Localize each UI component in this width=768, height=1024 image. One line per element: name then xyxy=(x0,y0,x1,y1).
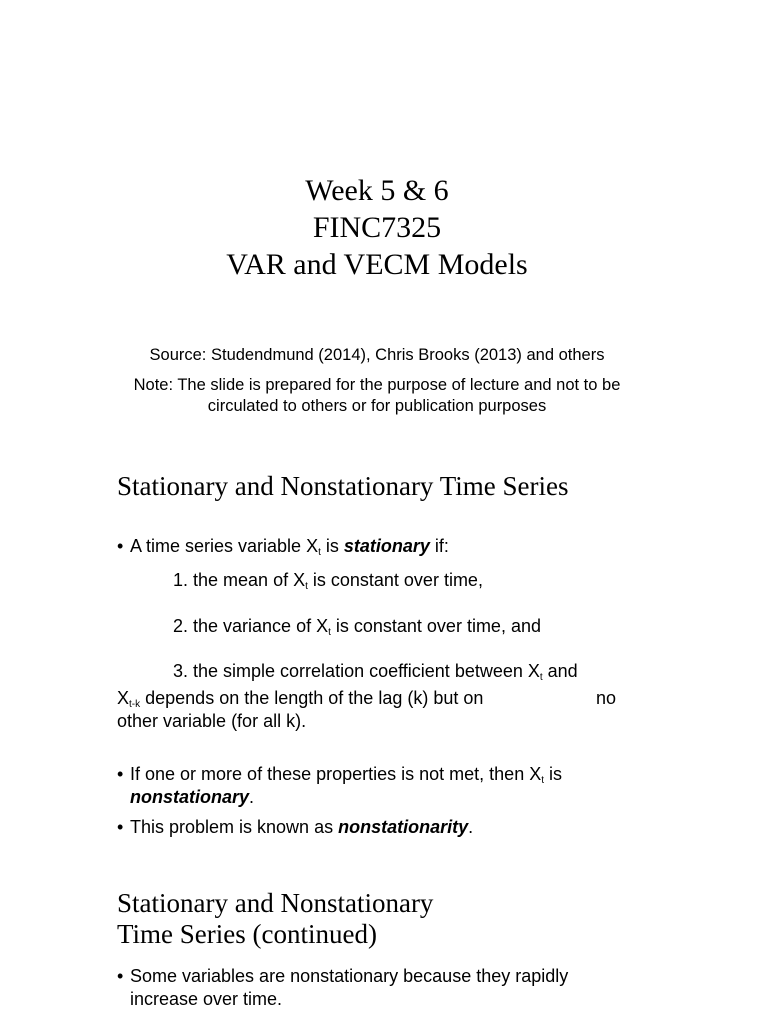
slide1-bullet-3: • This problem is known as nonstationarity. xyxy=(117,817,474,837)
condition-1: 1. the mean of $X_t$ is constant over time, xyxy=(173,570,483,592)
term-stationary: stationary xyxy=(343,536,430,556)
slide2-bullet-1: • Some variables are nonstationary because they rapidly xyxy=(117,966,569,986)
condition-3-line-3: other variable (for all k). xyxy=(117,711,307,731)
term-nonstationary: nonstationary xyxy=(130,787,250,807)
condition-3-line-2-end: no xyxy=(596,688,617,708)
bullet-icon: • xyxy=(117,817,124,837)
slide1-heading: Stationary and Nonstationary Time Series xyxy=(117,471,569,501)
condition-3-line-2: $X_{t-k}$ depends on the length of the lag (k) but on xyxy=(117,688,484,710)
bullet-icon: • xyxy=(117,536,124,556)
source-line: Source: Studendmund (2014), Chris Brooks (2013) and others xyxy=(149,346,605,364)
note-line-1: Note: The slide is prepared for the purpose of lecture and not to be xyxy=(133,376,621,394)
title-course-code: FINC7325 xyxy=(312,211,442,244)
bullet-icon: • xyxy=(117,966,124,986)
slide2-heading xyxy=(117,888,433,950)
title-week: Week 5 & 6 xyxy=(305,174,449,207)
slide2-heading-line-1: Stationary and Nonstationary xyxy=(117,888,434,918)
bullet-icon: • xyxy=(117,764,124,784)
condition-2: 2. the variance of $X_t$ is constant over time, and xyxy=(173,616,541,638)
note-line-2: circulated to others or for publication purposes xyxy=(207,397,547,415)
slide1-bullet-2: • If one or more of these properties is not met, then $X_t$ is xyxy=(117,764,562,786)
note-block xyxy=(0,375,754,417)
title-topic: VAR and VECM Models xyxy=(226,248,528,281)
slide2-bullet-1-line-2: increase over time. xyxy=(130,989,283,1009)
term-nonstationarity: nonstationarity xyxy=(338,817,469,837)
slide1-bullet-2-line-2: nonstationary. xyxy=(130,787,255,807)
slide1-bullet-1: • A time series variable $X_t$ is stationary if: xyxy=(117,536,449,558)
condition-3: 3. the simple correlation coefficient between $X_t$ and xyxy=(173,661,578,683)
slide2-heading-line-2: Time Series (continued) xyxy=(117,919,377,949)
title-block xyxy=(0,172,754,283)
